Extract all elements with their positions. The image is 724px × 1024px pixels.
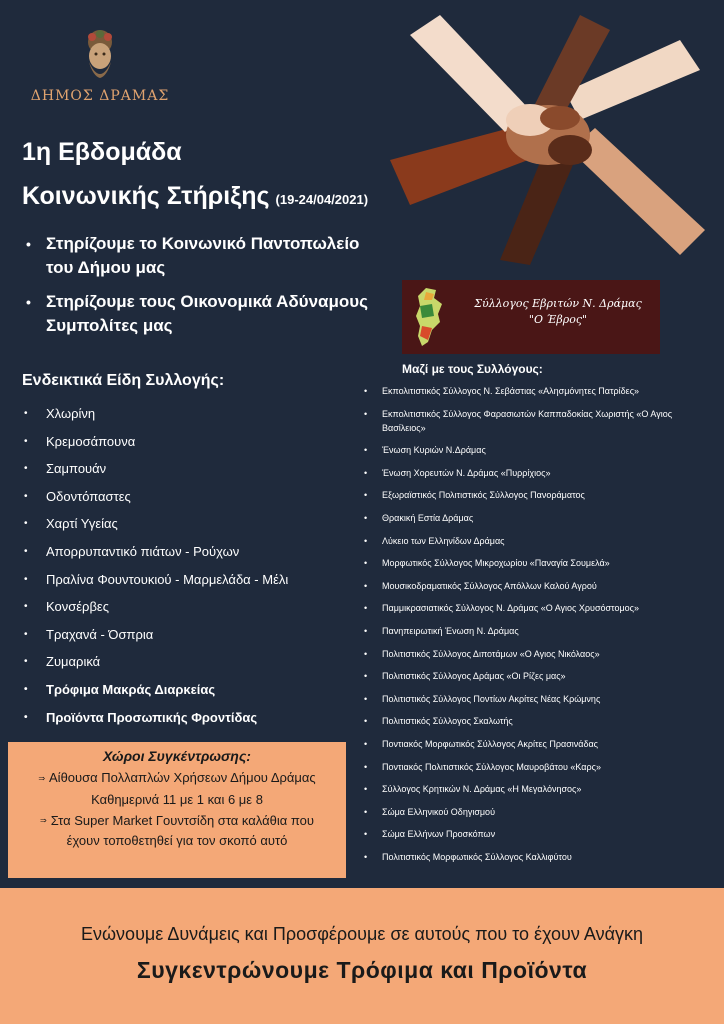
municipality-name: ΔΗΜΟΣ ΔΡΑΜΑΣ (30, 88, 170, 104)
venue-1 (14, 768, 340, 789)
support-item: • Στηρίζουμε τους Οικονομικά Αδύναμους Συμπολίτες μας (22, 290, 382, 338)
items-list (22, 400, 362, 731)
partner-item: • Πολιτιστικός Σύλλογος Ποντίων Ακρίτες Νέας Κρώμνης (362, 692, 712, 706)
venue-1-text: Αίθουσα Πολλαπλών Χρήσεων Δήμου Δράμας (49, 770, 316, 785)
footer-slogan: Ενώνουμε Δυνάμεις και Προσφέρουμε σε αυτούς που το έχουν Ανάγκη (81, 924, 643, 944)
association-box (402, 280, 660, 354)
item: • Χαρτί Υγείας (22, 510, 362, 538)
double-arrow-icon: ⇒ (40, 816, 47, 826)
venue-2-line-2: έχουν τοποθετηθεί για τον σκοπό αυτό (66, 833, 288, 849)
venue-2 (14, 811, 340, 832)
partner-item: • Λύκειο των Ελληνίδων Δράμας (362, 534, 712, 548)
item: • Απορρυπαντικό πιάτων - Ρούχων (22, 538, 362, 566)
partner-item: • Πολιτιστικός Σύλλογος Σκαλωτής (362, 714, 712, 728)
partner-item: • Εξωραϊστικός Πολιτιστικός Σύλλογος Πανοράματος (362, 488, 712, 502)
partner-item: • Ένωση Κυριών Ν.Δράμας (362, 443, 712, 457)
item: • Κρεμοσάπουνα (22, 428, 362, 456)
item: • Προϊόντα Προσωπικής Φροντίδας (22, 704, 362, 732)
page-title (22, 130, 368, 222)
footer (0, 888, 724, 1024)
title-line-2-text: Κοινωνικής Στήριξης (22, 182, 270, 210)
partner-item: • Εκπολιτιστικός Σύλλογος Ν. Σεβάστιας «Αλησμόνητες Πατρίδες» (362, 384, 712, 398)
partner-item: • Ποντιακός Πολιτιστικός Σύλλογος Μαυροβάτου «Καρς» (362, 760, 712, 774)
association-name-line-2: "Ο Έβρος" (528, 313, 588, 326)
joined-hands-image (380, 10, 710, 265)
partner-item: • Μουσικοδραματικός Σύλλογος Απόλλων Καλού Αγρού (362, 579, 712, 593)
venue-hours: Καθημερινά 11 με 1 και 6 με 8 (91, 791, 263, 807)
double-arrow-icon: ⇒ (38, 773, 46, 783)
partner-item: • Παμμικρασιατικός Σύλλογος Ν. Δράμας «Ο Αγιος Χρυσόστομος» (362, 601, 712, 615)
venue-2-text-line-1: Στα Super Market Γουντσίδη στα καλάθια που (50, 812, 314, 828)
association-name (460, 296, 656, 328)
partner-item: • Πολιτιστικός Σύλλογος Δράμας «Οι Ρίζες μας» (362, 669, 712, 683)
item: • Οδοντόπαστες (22, 483, 362, 511)
association-name-line-1: Σύλλογος Εβριτών Ν. Δράμας (474, 297, 642, 310)
event-dates: (19-24/04/2021) (275, 192, 369, 207)
items-heading: Ενδεικτικά Είδη Συλλογής: (22, 372, 225, 389)
evros-map-icon (412, 286, 446, 348)
partner-item: • Πολιτιστικός Μορφωτικός Σύλλογος Καλλιφύτου (362, 850, 712, 864)
municipality-logo (30, 28, 170, 108)
partner-item: • Σώμα Ελλήνων Προσκόπων (362, 827, 712, 841)
item: • Τρόφιμα Μακράς Διαρκείας (22, 676, 362, 704)
item: • Τραχανά - Όσπρια (22, 621, 362, 649)
title-line-1: 1η Εβδομάδα (22, 138, 182, 166)
partner-item: • Σύλλογος Κρητικών Ν. Δράμας «Η Μεγαλόνησος» (362, 782, 712, 796)
partners-heading: Μαζί με τους Συλλόγους: (402, 362, 543, 376)
title-line-2 (22, 174, 368, 222)
support-item: • Στηρίζουμε το Κοινωνικό Παντοπωλείο του Δήμου μας (22, 232, 382, 280)
item: • Ζυμαρικά (22, 648, 362, 676)
venues-box (8, 742, 346, 878)
item: • Σαμπουάν (22, 455, 362, 483)
partner-item: • Μορφωτικός Σύλλογος Μικροχωρίου «Παναγία Σουμελά» (362, 556, 712, 570)
partner-item: • Ένωση Χορευτών Ν. Δράμας «Πυρρίχιος» (362, 466, 712, 480)
venues-title: Χώροι Συγκέντρωσης: (103, 748, 251, 764)
footer-headline: Συγκεντρώνουμε Τρόφιμα και Προϊόντα (136, 957, 588, 983)
item: • Πραλίνα Φουντουκιού - Μαρμελάδα - Μέλι (22, 566, 362, 594)
item: • Χλωρίνη (22, 400, 362, 428)
partner-item: • Πανηπειρωτική Ένωση Ν. Δράμας (362, 624, 712, 638)
dionysus-head-icon (77, 28, 123, 84)
item: • Κονσέρβες (22, 593, 362, 621)
partner-item: • Ποντιακός Μορφωτικός Σύλλογος Ακρίτες Πρασινάδας (362, 737, 712, 751)
support-list (22, 232, 382, 348)
partners-list (362, 384, 712, 872)
partner-item: • Θρακική Εστία Δράμας (362, 511, 712, 525)
partner-item: • Πολιτιστικός Σύλλογος Διποτάμων «Ο Αγιος Νικόλαος» (362, 647, 712, 661)
partner-item: • Σώμα Ελληνικού Οδηγισμού (362, 805, 712, 819)
partner-item: • Εκπολιτιστικός Σύλλογος Φαρασιωτών Καππαδοκίας Χωριστής «Ο Αγιος Βασίλειος» (362, 407, 712, 435)
